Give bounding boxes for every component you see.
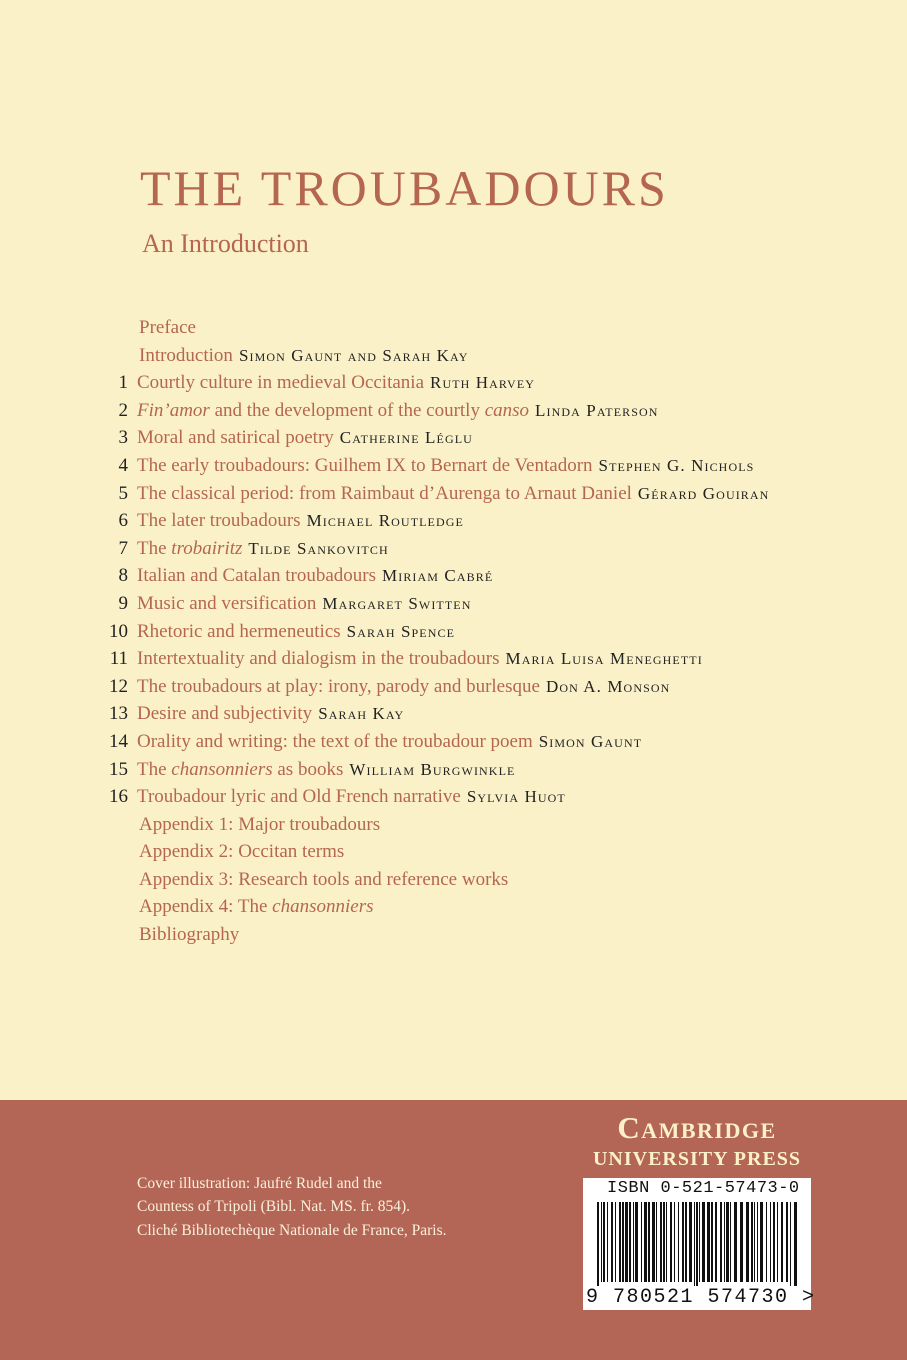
chapter-title: Appendix 2: Occitan terms: [139, 841, 345, 863]
chapter-title: The early troubadours: Guilhem IX to Bernart de Ventadorn: [137, 454, 593, 476]
chapter-number: 6: [118, 510, 128, 532]
toc-entry-text: [137, 369, 535, 397]
barcode-bar: [726, 1202, 729, 1282]
barcode-bar: [603, 1202, 605, 1282]
toc-entry: [0, 645, 907, 673]
toc-entry: [0, 562, 907, 590]
toc-entry: [0, 783, 907, 811]
toc-entry-text: [137, 480, 769, 508]
barcode-bar: [666, 1202, 667, 1282]
chapter-number: 10: [109, 620, 128, 642]
chapter-title: Desire and subjectivity: [137, 703, 313, 725]
chapter-number: 11: [109, 648, 128, 670]
toc-entry: [0, 535, 907, 563]
barcode-bar: [751, 1202, 753, 1282]
toc-entry-text: [139, 811, 380, 839]
chapter-title: Introduction: [139, 344, 233, 366]
toc-entry: [0, 756, 907, 784]
barcode-bar: [781, 1202, 783, 1282]
book-subtitle: An Introduction: [142, 229, 309, 258]
ean-text: 9 780521 574730 >: [586, 1286, 816, 1309]
chapter-title: The troubadours at play: irony, parody and burlesque: [137, 675, 540, 697]
toc-entry-text: [137, 645, 703, 673]
barcode-bar: [730, 1202, 731, 1282]
barcode-bar: [711, 1202, 713, 1282]
barcode-bar: [597, 1202, 599, 1286]
barcode-bar: [660, 1202, 662, 1282]
toc-entry: [0, 838, 907, 866]
chapter-title: Intertextuality and dialogism in the troubadours: [137, 648, 500, 670]
cover-credit-line: Countess of Tripoli (Bibl. Nat. MS. fr. 854).: [137, 1198, 410, 1216]
toc-entry: [0, 618, 907, 646]
toc-entry-text: [137, 618, 455, 646]
chapter-author: Sarah Kay: [318, 704, 405, 724]
barcode-bar: [607, 1202, 608, 1282]
barcode-bar: [663, 1202, 665, 1282]
barcode-bar: [702, 1202, 705, 1282]
chapter-author: Linda Paterson: [535, 400, 659, 420]
chapter-title: The classical period: from Raimbaut d’Aurenga to Arnaut Daniel: [137, 482, 632, 504]
toc-entry: [0, 397, 907, 425]
toc-entry: [0, 452, 907, 480]
toc-entry-text: [137, 507, 464, 535]
barcode-bar: [674, 1202, 675, 1282]
barcode-bar: [777, 1202, 778, 1282]
barcode-bar: [629, 1202, 631, 1282]
chapter-author: Sarah Spence: [346, 621, 456, 641]
barcode-bar: [635, 1202, 638, 1282]
chapter-number: 14: [109, 730, 128, 752]
chapter-title: canso: [484, 399, 530, 421]
barcode-bar: [682, 1202, 684, 1282]
toc-entry: [0, 673, 907, 701]
cover-credit: [137, 1172, 446, 1242]
barcode-bar: [696, 1202, 698, 1286]
barcode-bar: [760, 1202, 763, 1282]
chapter-title: Appendix 1: Major troubadours: [139, 813, 381, 835]
chapter-title: Bibliography: [139, 924, 240, 946]
toc-entry: [0, 811, 907, 839]
barcode-bars-icon: [597, 1202, 797, 1286]
barcode-bar: [625, 1202, 628, 1282]
chapter-title: The: [137, 758, 172, 780]
chapter-number: 2: [118, 399, 128, 421]
barcode-bar: [724, 1202, 725, 1282]
barcode-bar: [615, 1202, 616, 1282]
barcode-bar: [740, 1202, 743, 1282]
chapter-author: Don A. Monson: [545, 676, 671, 696]
publisher-logo-subline: UNIVERSITY PRESS: [592, 1148, 802, 1170]
chapter-title: Italian and Catalan troubadours: [137, 565, 377, 587]
publisher-logo-name: Cambridge: [617, 1110, 777, 1145]
barcode-bar: [611, 1202, 613, 1282]
barcode-bar: [715, 1202, 717, 1282]
chapter-number: 9: [118, 592, 128, 614]
chapter-number: 1: [118, 372, 128, 394]
table-of-contents: [0, 314, 907, 949]
barcode-bar: [601, 1202, 602, 1282]
chapter-title: Courtly culture in medieval Occitania: [137, 372, 425, 394]
barcode-bar: [670, 1202, 672, 1282]
barcode-bar: [754, 1202, 755, 1282]
chapter-title: Appendix 3: Research tools and reference works: [139, 868, 509, 890]
toc-entry-text: [137, 424, 473, 452]
barcode: [583, 1178, 816, 1310]
chapter-author: William Burgwinkle: [349, 759, 516, 779]
barcode-bar: [694, 1202, 695, 1286]
toc-entry: [0, 314, 907, 342]
toc-entry: [0, 700, 907, 728]
book-title: THE TROUBADOURS: [140, 160, 669, 216]
chapter-author: Miriam Cabré: [382, 566, 494, 586]
toc-entry-text: [137, 562, 493, 590]
toc-entry-text: [137, 535, 389, 563]
barcode-bar: [786, 1202, 788, 1282]
toc-entry-text: [137, 756, 515, 784]
toc-entry-text: [137, 700, 404, 728]
barcode-bar: [641, 1202, 642, 1282]
chapter-author: Margaret Switten: [322, 593, 472, 613]
barcode-bar: [652, 1202, 655, 1282]
barcode-bar: [794, 1202, 797, 1286]
chapter-author: Catherine Léglu: [339, 428, 473, 448]
chapter-title: chansonniers: [171, 758, 273, 780]
barcode-bar: [678, 1202, 679, 1282]
chapter-number: 5: [118, 482, 128, 504]
chapter-title: The later troubadours: [137, 510, 301, 532]
chapter-title: Moral and satirical poetry: [137, 427, 334, 449]
chapter-author: Sylvia Huot: [466, 787, 566, 807]
toc-entry: [0, 342, 907, 370]
chapter-author: Gérard Gouiran: [637, 483, 770, 503]
barcode-bar: [644, 1202, 647, 1282]
chapter-author: Stephen G. Nichols: [598, 455, 755, 475]
chapter-author: Tilde Sankovitch: [248, 538, 389, 558]
barcode-bar: [746, 1202, 749, 1282]
barcode-bar: [699, 1202, 700, 1282]
barcode-bar: [766, 1202, 767, 1282]
barcode-bar: [757, 1202, 758, 1282]
toc-entry: [0, 590, 907, 618]
toc-entry-text: [139, 921, 239, 949]
chapter-title: Troubadour lyric and Old French narrative: [137, 786, 461, 808]
chapter-author: Maria Luisa Meneghetti: [505, 649, 703, 669]
toc-entry-text: [139, 838, 344, 866]
chapter-number: 8: [118, 565, 128, 587]
chapter-title: Rhetoric and hermeneutics: [137, 620, 341, 642]
barcode-bar: [707, 1202, 710, 1282]
toc-entry-text: [137, 728, 642, 756]
toc-entry-text: [139, 866, 508, 894]
cover-credit-line: Cover illustration: Jaufré Rudel and the: [137, 1175, 382, 1192]
toc-entry-text: [137, 783, 566, 811]
toc-entry-text: [137, 590, 471, 618]
chapter-title: Music and versification: [137, 592, 317, 614]
chapter-author: Michael Routledge: [306, 511, 464, 531]
barcode-bar: [790, 1202, 791, 1286]
toc-entry-text: [137, 397, 659, 425]
toc-entry-text: [139, 893, 374, 921]
barcode-bar: [770, 1202, 771, 1282]
toc-entry: [0, 424, 907, 452]
barcode-bar: [648, 1202, 650, 1282]
isbn-text: ISBN 0-521-57473-0: [607, 1179, 800, 1198]
chapter-title: chansonniers: [272, 896, 374, 918]
barcode-bar: [622, 1202, 624, 1282]
barcode-bar: [633, 1202, 634, 1282]
toc-entry-text: [139, 342, 468, 370]
toc-entry-text: [139, 314, 196, 342]
chapter-author: Simon Gaunt: [538, 731, 643, 751]
chapter-author: Ruth Harvey: [430, 373, 536, 393]
toc-entry: [0, 507, 907, 535]
chapter-number: 3: [118, 427, 128, 449]
toc-entry: [0, 369, 907, 397]
toc-entry: [0, 480, 907, 508]
cover-credit-line: Cliché Bibliotechèque Nationale de France, Paris.: [137, 1221, 447, 1239]
chapter-number: 7: [118, 537, 128, 559]
toc-entry: [0, 866, 907, 894]
toc-entry-text: [137, 452, 754, 480]
chapter-number: 15: [109, 758, 128, 780]
chapter-title: and the development of the courtly: [209, 399, 485, 421]
chapter-number: 13: [109, 703, 128, 725]
toc-entry: [0, 893, 907, 921]
chapter-number: 4: [118, 454, 128, 476]
chapter-title: Orality and writing: the text of the troubadour poem: [137, 730, 533, 752]
chapter-number: 16: [109, 786, 128, 808]
chapter-title: Preface: [139, 317, 196, 338]
toc-entry: [0, 921, 907, 949]
chapter-number: 12: [109, 675, 128, 697]
chapter-title: Fin’amor: [137, 399, 210, 421]
barcode-bar: [773, 1202, 775, 1282]
barcode-bar: [734, 1202, 737, 1282]
toc-entry: [0, 728, 907, 756]
barcode-bar: [720, 1202, 722, 1282]
chapter-author: Simon Gaunt and Sarah Kay: [238, 345, 469, 365]
toc-entry-text: [137, 673, 670, 701]
barcode-bar: [656, 1202, 657, 1282]
barcode-bar: [685, 1202, 687, 1282]
barcode-bar: [689, 1202, 692, 1282]
chapter-title: trobairitz: [171, 537, 243, 559]
chapter-title: The: [137, 537, 172, 559]
barcode-bar: [619, 1202, 621, 1282]
chapter-title: Appendix 4: The: [139, 896, 273, 918]
chapter-title: as books: [272, 758, 344, 780]
